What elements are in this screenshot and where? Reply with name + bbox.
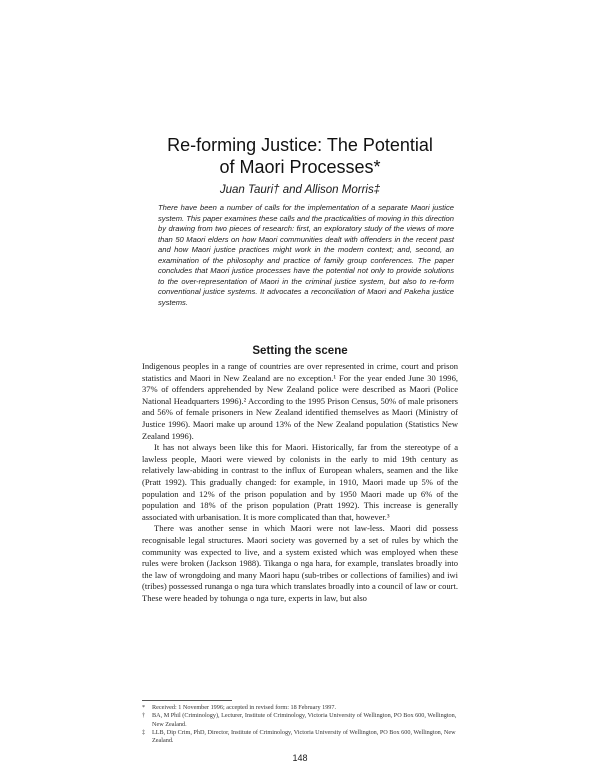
- article-authors: Juan Tauri† and Allison Morris‡: [219, 184, 381, 196]
- section-heading: Setting the scene: [252, 345, 348, 357]
- title-line-2: of Maori Processes*: [219, 157, 381, 177]
- footnote-received: [142, 704, 458, 712]
- body-paragraph-1: Indigenous peoples in a range of countries are over represented in crime, court and prison statistics and Maori in New Zealand are no exception.¹ For the year ended June 30 1996, 37% of offenders apprehended by New Zealand police were described as Maori (Police National Headquarters 1996).² According to the 1995 Prison Census, 50% of male prisoners and 56% of female prisoners in New Zealand identified themselves as Maori (Ministry of Justice 1996). Maori make up around 13% of the New Zealand population (Statistics New Zealand 1996).: [142, 361, 458, 441]
- title-line-1: Re-forming Justice: The Potential: [167, 135, 433, 155]
- footnote-text: BA, M Phil (Criminology), Lecturer, Institute of Criminology, Victoria University of Wellington, PO Box 600, Wellington, New Zealand.: [152, 712, 457, 728]
- body-text: [142, 361, 458, 604]
- footnote-author-1: [142, 712, 458, 729]
- page-number: 148: [292, 753, 308, 763]
- article-title: [140, 134, 460, 178]
- body-paragraph-2: It has not always been like this for Maori. Historically, far from the stereotype of a lawless people, Maori were viewed by colonists in the early to mid 19th century as relatively law-abiding in contrast to the influx of European whalers, seamen and the like (Pratt 1992). This gradually changed: for example, in 1910, Maori made up 5% of the population and 12% of the prison population and by 1950 Maori made up 6% of the population and 18% of the prison population (Pratt 1992). This increase is generally associated with urbanisation. It is more complicated than that, however.³: [142, 442, 458, 522]
- footnote-mark: *: [142, 704, 146, 711]
- footnote-mark: ‡: [142, 728, 146, 736]
- footnote-text: LLB, Dip Crim, PhD, Director, Institute of Criminology, Victoria University of Wellington, PO Box 600, Wellington, New Zealand.: [152, 728, 456, 745]
- footnote-mark: †: [142, 712, 146, 720]
- footnotes: [142, 704, 458, 745]
- body-paragraph-3: There was another sense in which Maori were not law-less. Maori did possess recognisable legal structures. Maori society was governed by a set of rules by which the community was expected to live, and a system existed which was employed when these rules were broken (Jackson 1988). Tikanga o nga hara, for example, translates broadly into the law of wrongdoing and many Maori hapu (sub-tribes or collections of families) and iwi (tribes) possessed runanga o nga tura which translates broadly into a council of law or court. These were headed by tohunga o nga ture, experts in law, but also: [142, 523, 458, 603]
- footnote-divider: [142, 700, 232, 701]
- footnote-text: Received: 1 November 1996; accepted in revised form: 18 February 1997.: [152, 704, 337, 711]
- article-abstract: There have been a number of calls for the implementation of a separate Maori justice system. This paper examines these calls and the practicalities of moving in this direction by drawing from two pieces of research: first, an exploratory study of the views of more than 50 Maori elders on how Maori communities dealt with offenders in the recent past and how Maori justice practices might work in the modern context; and, second, an examination of the philosophy and practice of family group conferences. The paper concludes that Maori justice processes have the potential not only to provide solutions to the over-representation of Maori in the criminal justice system, but also to re-form conventional justice systems. It advocates a reconciliation of Maori and Pakeha justice systems.: [158, 203, 454, 307]
- footnote-author-2: [142, 729, 458, 746]
